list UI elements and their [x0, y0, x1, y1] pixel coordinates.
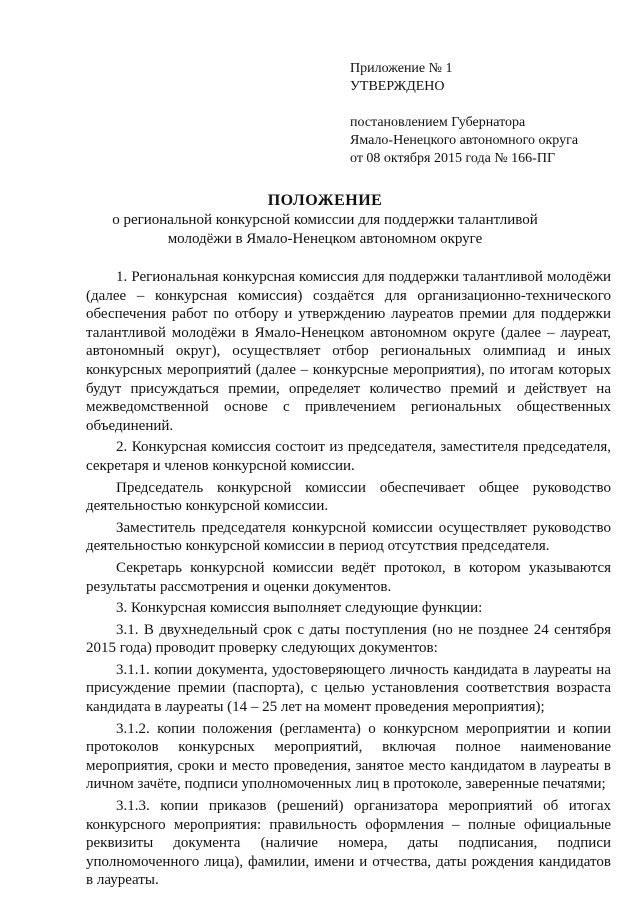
paragraph-deputy: Заместитель председателя конкурсной комиссии осуществляет руководство деятельностью конкурсной комиссии в период отсутствия председателя.: [86, 519, 611, 555]
paragraph-3-1-3: 3.1.3. копии приказов (решений) организатора мероприятий об итогах конкурсного мероприятия: правильность оформления – полные официальные реквизиты документа (наличие номера, даты подписания, подписи уполномоченного лица), фамилии, имени и отчества, даты рождения кандидатов в лауреаты.: [86, 798, 611, 889]
paragraph-3-1-2: 3.1.2. копии положения (регламента) о конкурсном мероприятии и копии протоколов конкурсных мероприятий, включая полное наименование мероприятия, сроки и место проведения, занятое место кандидатом в лауреаты в личном зачёте, подписи уполномоченных лиц в протоколе, заверенные печатями;: [86, 720, 611, 793]
paragraph-secretary: Секретарь конкурсной комиссии ведёт протокол, в котором указываются результаты рассмотрения и оценки документов.: [86, 559, 611, 595]
document-subtitle: о региональной конкурсной комиссии для поддержки талантливой молодёжи в Ямало-Ненецком автономном округе: [112, 212, 538, 247]
paragraph-chairman: Председатель конкурсной комиссии обеспечивает общее руководство деятельностью конкурсной комиссии.: [86, 479, 611, 515]
decree-line-3: от 08 октября 2015 года № 166-ПГ: [350, 151, 556, 166]
document-body: [86, 268, 611, 893]
appendix-number: Приложение № 1: [350, 61, 453, 76]
approved-label: УТВЕРЖДЕНО: [350, 79, 445, 94]
paragraph-2: 2. Конкурсная комиссия состоит из председателя, заместителя председателя, секретаря и членов конкурсной комиссии.: [86, 439, 611, 474]
document-heading: [60, 192, 590, 249]
decree-line-1: постановлением Губернатора: [350, 115, 526, 130]
document-title: ПОЛОЖЕНИЕ: [267, 192, 383, 209]
decree-line-2: Ямало-Ненецкого автономного округа: [350, 133, 579, 148]
paragraph-3: 3. Конкурсная комиссия выполняет следующие функции:: [116, 600, 483, 617]
paragraph-3-1: 3.1. В двухнедельный срок с даты поступления (но не позднее 24 сентября 2015 года) проводит проверку следующих документов:: [86, 621, 611, 657]
paragraph-1: 1. Региональная конкурсная комиссия для поддержки талантливой молодёжи (далее – конкурсная комиссия) создаётся для организационно-технического обеспечения работ по отбору и утверждению лауреатов премии для поддержки талантливой молодёжи в Ямало-Ненецком автономном округе (далее – лауреат, автономный округ), осуществляет отбор региональных олимпиад и иных конкурсных мероприятий (далее – конкурсные мероприятия), по итогам которых будут присуждаться премии, определяет количество премий и действует на межведомственной основе с привлечением региональных общественных объединений.: [86, 269, 611, 434]
approval-block: [350, 60, 620, 168]
paragraph-3-1-1: 3.1.1. копии документа, удостоверяющего личность кандидата в лауреаты на присуждение премии (паспорта), с целью установления соответствия возраста кандидата в лауреаты (14 – 25 лет на момент проведения мероприятия);: [86, 661, 611, 716]
